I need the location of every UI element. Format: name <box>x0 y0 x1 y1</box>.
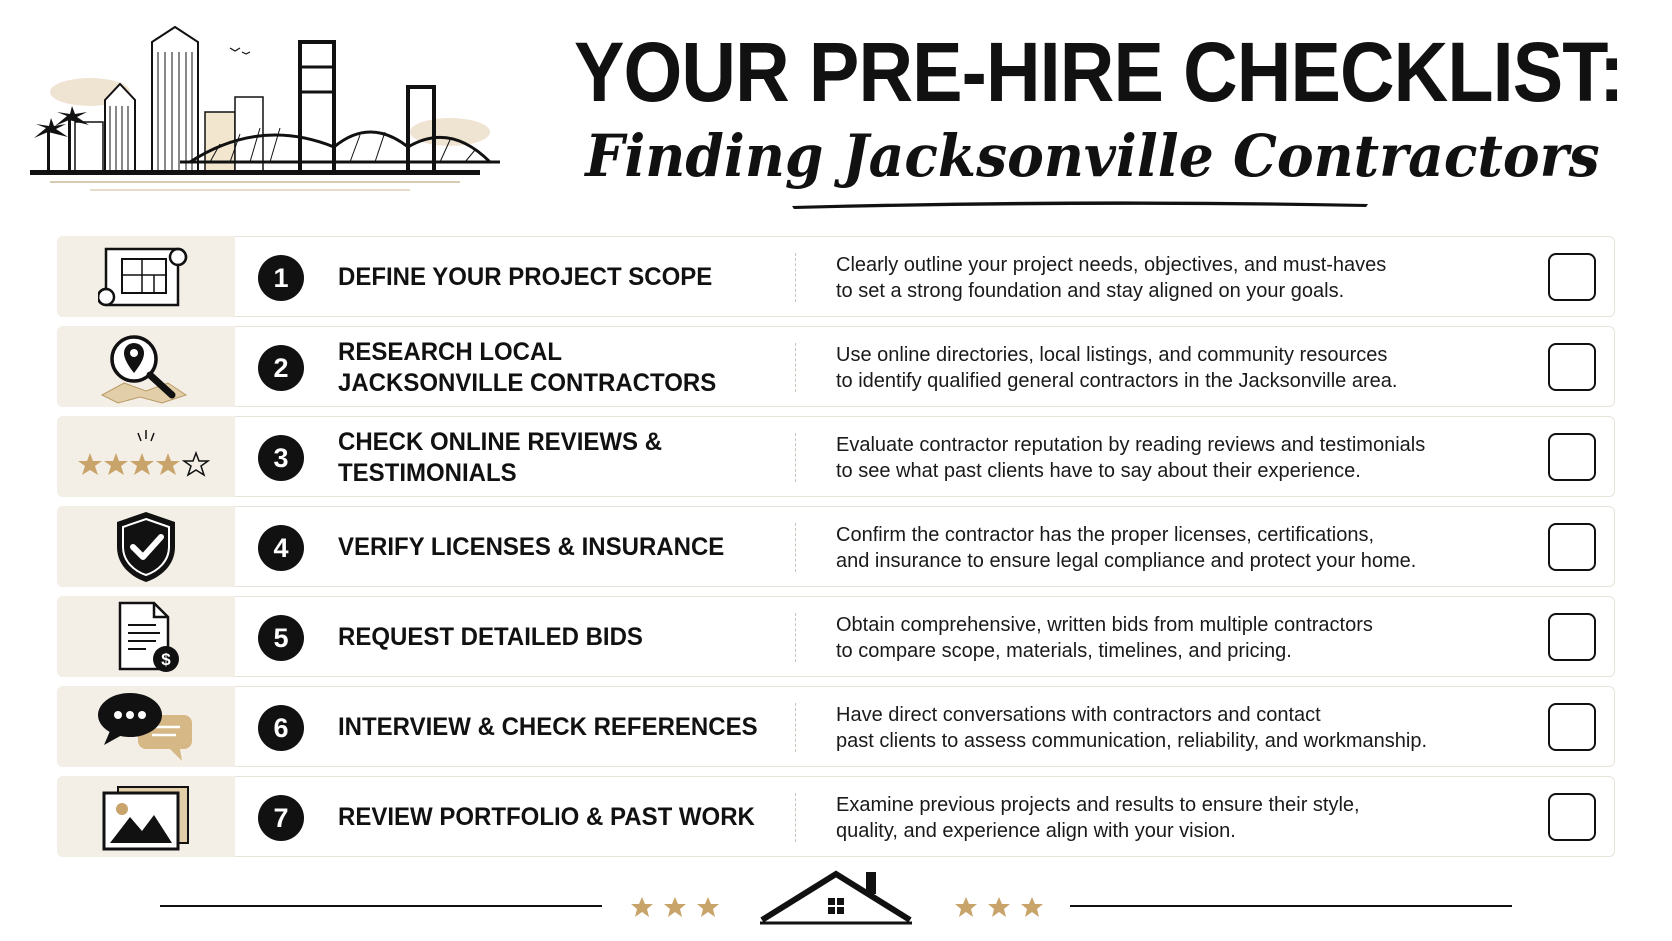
divider <box>795 703 796 752</box>
photo-gallery-icon <box>96 779 196 855</box>
divider <box>795 613 796 662</box>
step-description: Examine previous projects and results to ensure their style, quality, and experience align with your vision. <box>836 793 1360 842</box>
step-description: Use online directories, local listings, and community resources to identify qualified general contractors in the Jacksonville area. <box>836 343 1398 392</box>
step-title: REVIEW PORTFOLIO & PAST WORK <box>338 803 755 831</box>
map-search-icon <box>98 329 194 405</box>
divider <box>795 343 796 392</box>
divider <box>795 523 796 572</box>
footer-ornament <box>0 860 1672 940</box>
checklist-row-4 <box>57 506 1615 587</box>
step-number: 2 <box>258 345 304 391</box>
svg-text:$: $ <box>161 649 171 669</box>
divider <box>795 433 796 482</box>
step-description: Confirm the contractor has the proper licenses, certifications, and insurance to ensure legal compliance and protect your home. <box>836 523 1417 572</box>
checklist-row-7 <box>57 776 1615 857</box>
bid-document-icon <box>106 599 186 675</box>
house-icon <box>760 872 912 923</box>
chat-bubbles-icon <box>96 689 196 765</box>
divider <box>795 793 796 842</box>
jacksonville-skyline-icon <box>30 22 518 200</box>
step-title: INTERVIEW & CHECK REFERENCES <box>338 713 758 741</box>
step-2-checkbox[interactable] <box>1548 343 1596 391</box>
step-6-checkbox[interactable] <box>1548 703 1596 751</box>
step-number: 4 <box>258 525 304 571</box>
blueprint-icon <box>98 241 194 313</box>
step-3-checkbox[interactable] <box>1548 433 1596 481</box>
checklist-row-1 <box>57 236 1615 317</box>
checklist-row-6 <box>57 686 1615 767</box>
step-1-checkbox[interactable] <box>1548 253 1596 301</box>
divider <box>795 253 796 302</box>
checklist <box>57 236 1615 866</box>
star-rating-icon <box>76 427 216 487</box>
step-description: Obtain comprehensive, written bids from multiple contractors to compare scope, materials, timelines, and pricing. <box>836 613 1373 662</box>
step-number: 6 <box>258 705 304 751</box>
page-subtitle: Finding Jacksonville Contractors <box>585 122 1600 190</box>
step-title: VERIFY LICENSES & INSURANCE <box>338 533 725 561</box>
page-title: YOUR PRE-HIRE CHECKLIST: <box>574 25 1624 119</box>
step-title: REQUEST DETAILED BIDS <box>338 623 643 651</box>
step-title: RESEARCH LOCAL JACKSONVILLE CONTRACTORS <box>338 337 717 397</box>
step-4-checkbox[interactable] <box>1548 523 1596 571</box>
checklist-row-5 <box>57 596 1615 677</box>
step-number: 5 <box>258 615 304 661</box>
checklist-row-2 <box>57 326 1615 407</box>
step-number: 1 <box>258 255 304 301</box>
step-description: Evaluate contractor reputation by reading reviews and testimonials to see what past clients have to say about their experience. <box>836 433 1426 482</box>
step-description: Clearly outline your project needs, objectives, and must-haves to set a strong foundation and stay aligned on your goals. <box>836 253 1387 302</box>
step-5-checkbox[interactable] <box>1548 613 1596 661</box>
step-title: CHECK ONLINE REVIEWS & TESTIMONIALS <box>338 427 663 487</box>
step-title: DEFINE YOUR PROJECT SCOPE <box>338 263 713 291</box>
checklist-row-3 <box>57 416 1615 497</box>
step-number: 3 <box>258 435 304 481</box>
shield-check-icon <box>111 509 181 585</box>
step-number: 7 <box>258 795 304 841</box>
step-7-checkbox[interactable] <box>1548 793 1596 841</box>
step-description: Have direct conversations with contractors and contact past clients to assess communication, reliability, and workmanship. <box>836 703 1427 752</box>
brush-underline-icon <box>790 196 1370 212</box>
